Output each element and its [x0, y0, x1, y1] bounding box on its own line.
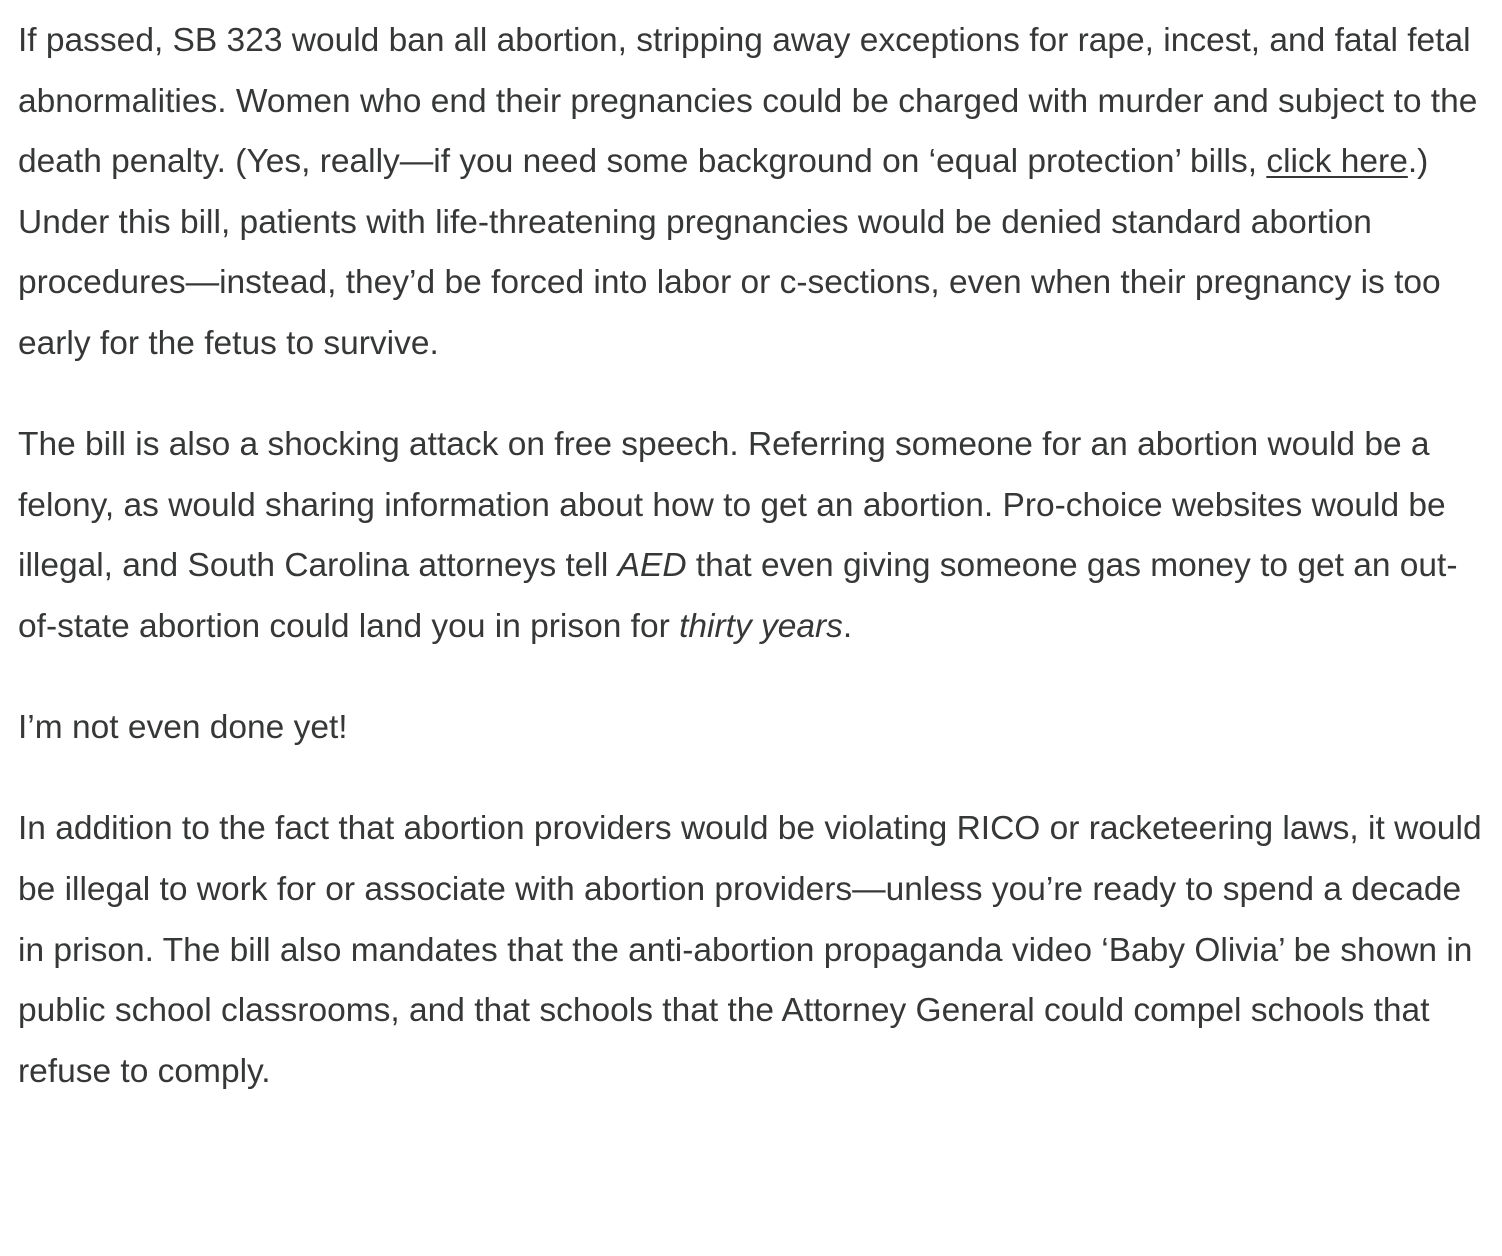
paragraph-text: I’m not even done yet! [18, 709, 348, 747]
paragraph-rico [18, 799, 1488, 1102]
paragraph-sb323-summary [18, 11, 1488, 375]
emphasis-aed: AED [617, 547, 687, 585]
paragraph-text: . [842, 607, 853, 645]
paragraph-not-done [18, 698, 1488, 759]
click-here-link[interactable]: click here [1266, 143, 1408, 181]
paragraph-text: If passed, SB 323 would ban all abortion, stripping away exceptions for rape, incest, and fatal fetal abnormalities. Women who end their pregnancies could be charged with murder and subject to the death penalty. (Yes, really—if you need some background on ‘equal protection’ bills, [18, 22, 1478, 181]
article-body [18, 11, 1488, 1102]
emphasis-thirty-years: thirty years [679, 607, 843, 645]
paragraph-free-speech [18, 415, 1488, 657]
paragraph-text: In addition to the fact that abortion providers would be violating RICO or racketeering laws, it would be illegal to work for or associate with abortion providers—unless you’re ready to spend a decade in prison. The bill also mandates that the anti-abortion propaganda video ‘Baby Olivia’ be shown in public school classrooms, and that schools that the Attorney General could compel schools that refuse to comply. [18, 810, 1482, 1090]
paragraph-text: .) Under this bill, patients with life-threatening pregnancies would be denied standard abortion procedures—instead, they’d be forced into labor or c-sections, even when their pregnancy is too early for the fetus to survive. [18, 143, 1441, 362]
paragraph-text: The bill is also a shocking attack on free speech. Referring someone for an abortion would be a felony, as would sharing information about how to get an abortion. Pro-choice websites would be illegal, and South Carolina attorneys tell [18, 426, 1446, 585]
paragraph-text: that even giving someone gas money to get an out-of-state abortion could land you in prison for [18, 547, 1458, 645]
